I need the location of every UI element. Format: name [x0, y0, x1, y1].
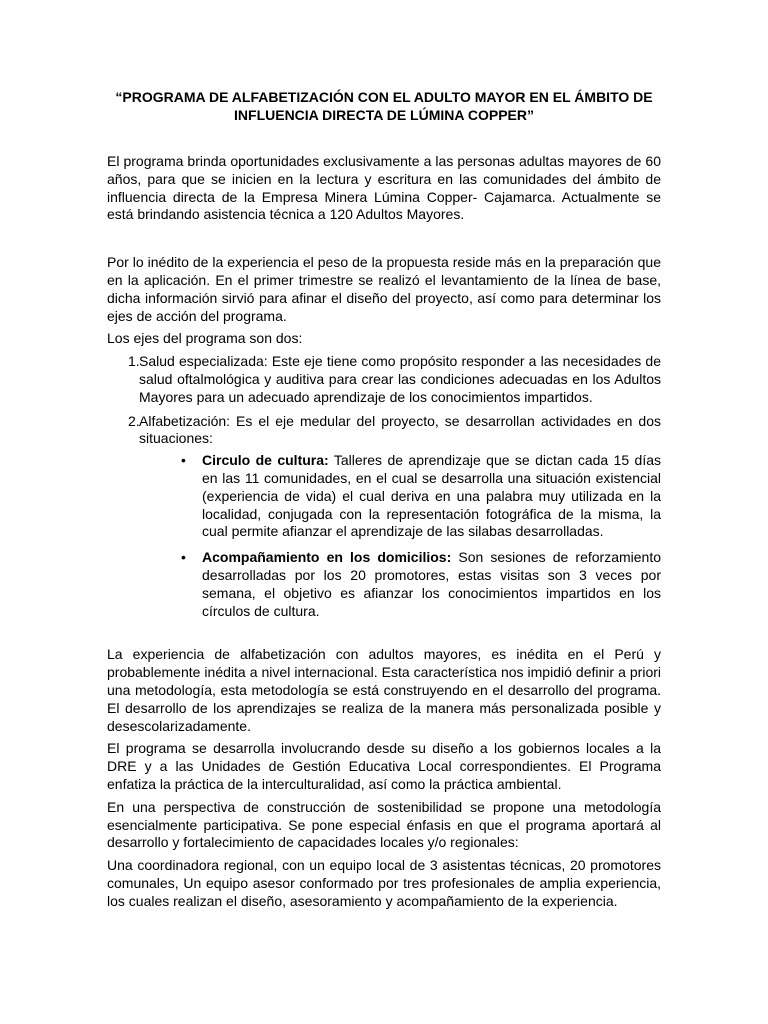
list-number: 1.: [128, 353, 140, 370]
situacion-label: Circulo de cultura:: [202, 452, 329, 469]
paragraph-experiencia: La experiencia de alfabetización con adultos mayores, es inédita en el Perú y probablemente inédita a nivel internacional. Esta característica nos impidió definir a priori una metodología, esta metodología se está construyendo en el desarrollo del programa. El desarrollo de los aprendizajes se realiza de la manera más personalizada posible y desescolarizadamente.: [107, 646, 661, 734]
eje-text: Alfabetización: Es el eje medular del proyecto, se desarrollan actividades en dos situaciones:: [139, 412, 661, 447]
bullet-icon: •: [181, 549, 186, 566]
bullet-icon: •: [181, 452, 186, 469]
eje-text: Salud especializada: Este eje tiene como propósito responder a las necesidades de salud oftalmológica y auditiva para crear las condiciones adecuadas en los Adultos Mayores para un adecuado aprendizaje de los conocimientos impartidos.: [139, 353, 661, 405]
ejes-list: [107, 353, 661, 620]
paragraph-inedito: Por lo inédito de la experiencia el peso de la propuesta reside más en la preparación que en la aplicación. En el primer trimestre se realizó el levantamiento de la línea de base, dicha información sirvió para afinar el diseño del proyecto, así como para determinar los ejes de acción del programa.: [107, 254, 661, 324]
situacion-text: Son sesiones de reforzamiento desarrolladas por los 20 promotores, estas visitas son 3 veces por semana, el objetivo es afianzar los conocimientos impartidos en los círculos de cultura.: [202, 549, 662, 619]
situacion-item-acompanamiento: [139, 549, 661, 620]
eje-item-salud: [107, 353, 661, 406]
paragraph-sostenibilidad: En una perspectiva de construcción de sostenibilidad se propone una metodología esencialmente participativa. Se pone especial énfasis en que el programa aportará al desarrollo y fortalecimiento de capacidades locales y/o regionales:: [107, 798, 661, 851]
list-number: 2.: [128, 412, 140, 429]
situacion-text: Talleres de aprendizaje que se dictan cada 15 días en las 11 comunidades, en el cual se desarrolla una situación existencial (experiencia de vida) el cual deriva en una palabra muy utilizada en la localidad, conjugada con la representación fotográfica de la misma, la cual permite afianzar el aprendizaje de las silabas desarrolladas.: [202, 452, 661, 540]
situaciones-list: [139, 452, 661, 620]
paragraph-gobiernos: El programa se desarrolla involucrando desde su diseño a los gobiernos locales a la DRE y a las Unidades de Gestión Educativa Local correspondientes. El Programa enfatiza la práctica de la interculturalidad, así como la práctica ambiental.: [107, 740, 661, 792]
document-title: “PROGRAMA DE ALFABETIZACIÓN CON EL ADULTO MAYOR EN EL ÁMBITO DE INFLUENCIA DIRECTA DE LÚMINA COPPER”: [115, 89, 653, 123]
eje-item-alfabetizacion: [107, 413, 661, 621]
document-body: [107, 153, 661, 910]
paragraph-coordinadora: Una coordinadora regional, con un equipo local de 3 asistentas técnicas, 20 promotores comunales, Un equipo asesor conformado por tres profesionales de amplia experiencia, los cuales realizan el diseño, asesoramiento y acompañamiento de la experiencia.: [107, 857, 661, 909]
paragraph-intro: El programa brinda oportunidades exclusivamente a las personas adultas mayores de 60 años, para que se inicien en la lectura y escritura en las comunidades del ámbito de influencia directa de la Empresa Minera Lúmina Copper- Cajamarca. Actualmente se está brindando asistencia técnica a 120 Adultos Mayores.: [107, 153, 661, 223]
situacion-item-circulo: [139, 452, 661, 541]
situacion-label: Acompañamiento en los domicilios:: [202, 549, 452, 566]
paragraph-ejes-intro: Los ejes del programa son dos:: [107, 330, 303, 347]
